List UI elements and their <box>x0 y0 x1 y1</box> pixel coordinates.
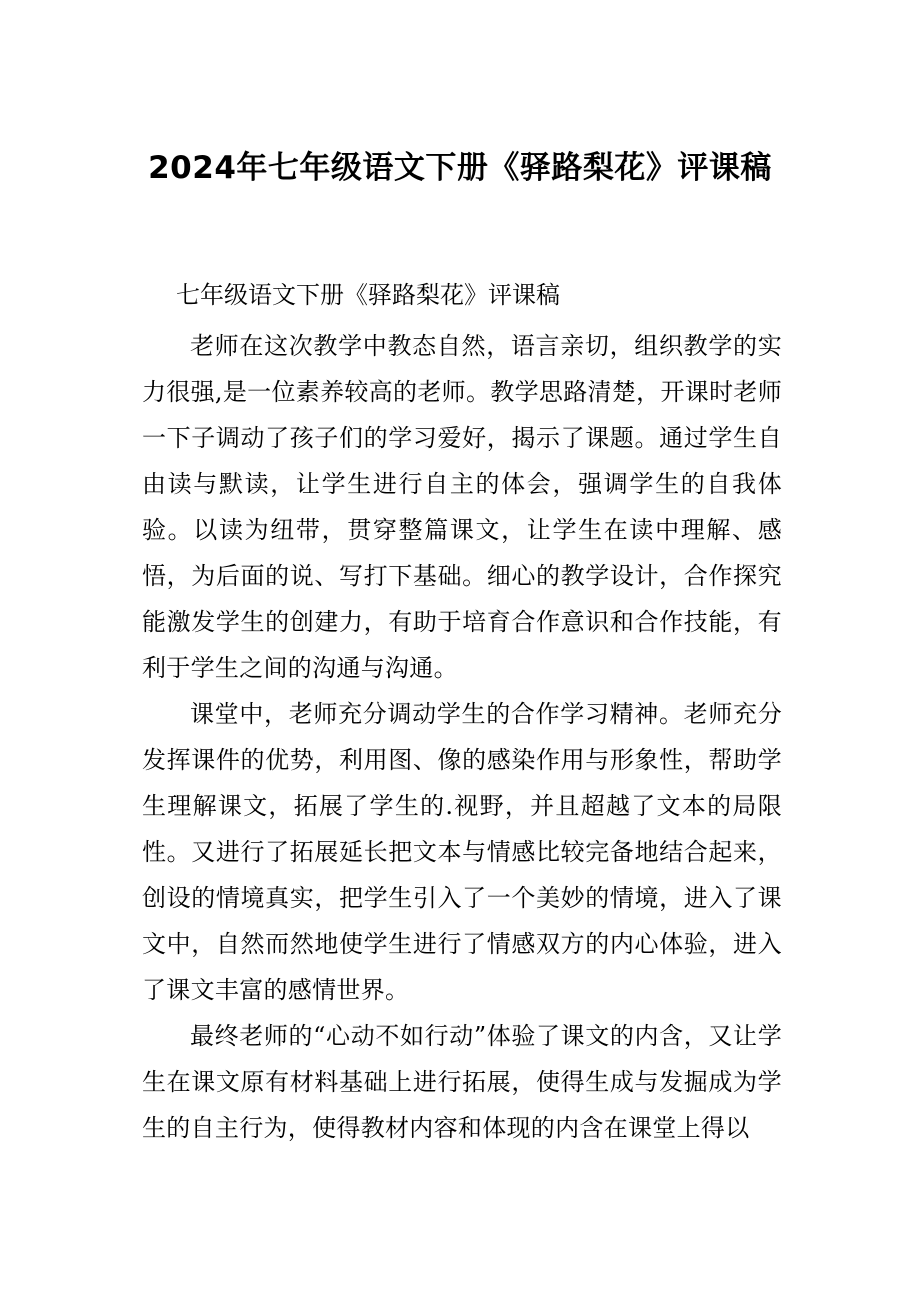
document-subtitle: 七年级语文下册《驿路梨花》评课稿 <box>176 281 560 309</box>
paragraph-2: 课堂中，老师充分调动学生的合作学习精神。老师充分发挥课件的优势，利用图、像的感染作用与形象性，帮助学生理解课文，拓展了学生的.视野，并且超越了文本的局限性。又进行了拓展延长把文本与情感比较完备地结合起来，创设的情境真实，把学生引入了一个美妙的情境，进入了课文中，自然而然地使学生进行了情感双方的内心体验，进入了课文丰富的感情世界。 <box>142 700 782 1004</box>
paragraph-1: 老师在这次教学中教态自然，语言亲切，组织教学的实力很强,是一位素养较高的老师。教学思路清楚，开课时老师一下子调动了孩子们的学习爱好，揭示了课题。通过学生自由读与默读，让学生进行自主的体会，强调学生的自我体验。以读为纽带，贯穿整篇课文，让学生在读中理解、感悟，为后面的说、写打下基础。细心的教学设计，合作探究能激发学生的创建力，有助于培育合作意识和合作技能，有利于学生之间的沟通与沟通。 <box>142 332 782 682</box>
paragraph-3: 最终老师的“心动不如行动”体验了课文的内含，又让学生在课文原有材料基础上进行拓展，使得生成与发掘成为学生的自主行为，使得教材内容和体现的内含在课堂上得以 <box>142 1022 782 1142</box>
document-title: 2024年七年级语文下册《驿路梨花》评课稿 <box>148 150 772 186</box>
document-body <box>142 323 782 1151</box>
